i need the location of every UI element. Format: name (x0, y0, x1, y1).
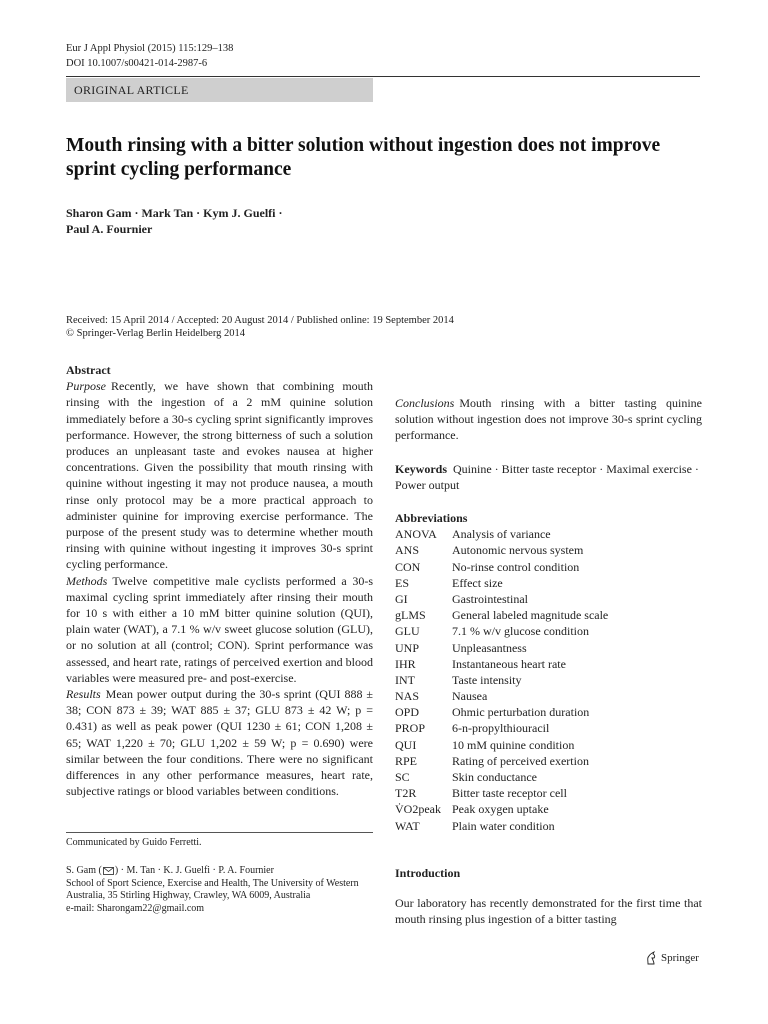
corresponding-authors: S. Gam ( ) · M. Tan · K. J. Guelfi · P. A. Fournier (66, 865, 274, 876)
abbreviation-row (395, 704, 702, 720)
keywords-text: Quinine · Bitter taste receptor · Maximal exercise · Power output (395, 461, 699, 492)
abbreviation-term: ANS (395, 543, 420, 558)
methods-text: Twelve competitive male cyclists performed a 30-s maximal cycling sprint immediately after rinsing their mouth for 10 s with either a 10 mM bitter quinine solution (QUI), plain water (WAT), a 7.1 % w/v sweet glucose solution (GLU), or no solution at all (control; CON). Sprint performance was assessed, and heart rate, ratings of perceived exertion and blood variables were measured pre- and post-exercise. (66, 573, 373, 685)
author-list (66, 205, 466, 237)
abbreviation-definition: Autonomic nervous system (452, 543, 584, 558)
introduction-text: Our laboratory has recently demonstrated for the first time that mouth rinsing plus ingestion of a bitter tasting (395, 896, 702, 927)
abbreviation-definition: Gastrointestinal (452, 591, 528, 606)
right-column (395, 362, 702, 834)
author-email[interactable]: e-mail: Sharongam22@gmail.com (66, 902, 205, 914)
journal-citation: Eur J Appl Physiol (2015) 115:129–138 (66, 43, 234, 54)
abbreviation-row (395, 526, 702, 542)
abstract-purpose (66, 378, 373, 572)
abbreviation-term: ANOVA (395, 527, 437, 542)
abbreviation-row (395, 753, 702, 769)
abbreviation-row (395, 542, 702, 558)
article-title: Mouth rinsing with a bitter solution without ingestion does not improve sprint cycling performance (66, 135, 661, 180)
abbreviation-term: T2R (395, 786, 417, 801)
abstract-methods (66, 573, 373, 686)
abbreviation-definition: Bitter taste receptor cell (452, 786, 567, 801)
abbreviation-term: gLMS (395, 608, 426, 623)
abbreviation-term: CON (395, 559, 421, 574)
abstract-conclusions (395, 395, 702, 444)
journal-doi[interactable]: DOI 10.1007/s00421-014-2987-6 (66, 58, 208, 69)
header-rule (66, 76, 700, 77)
copyright-line: © Springer-Verlag Berlin Heidelberg 2014 (66, 328, 246, 339)
abbreviation-term: OPD (395, 705, 420, 720)
keywords (395, 461, 702, 493)
introduction-heading: Introduction (395, 866, 461, 880)
results-text: Mean power output during the 30-s sprint (QUI 888 ± 38; CON 873 ± 39; WAT 885 ± 37; GLU 873 ± 42 W; p = 0.431) as well as peak power (QUI 1230 ± 61; CON 1,208 ± 65; WAT 1,220 ± 70; GLU 1,202 ± 59 W; p = 0.690) were similar between the four conditions. There were no significant differences in any other performance measures, heart rate, subjective ratings or blood variables between conditions. (66, 687, 373, 799)
abbreviation-definition: Nausea (452, 689, 488, 704)
article-type-banner: ORIGINAL ARTICLE (66, 78, 373, 102)
purpose-text: Recently, we have shown that combining mouth rinsing with the ingestion of a 2 mM quinine solution immediately before a 30-s cycling sprint significantly improves performance. However, the strong bitterness of such a solution produces an unpleasant taste and evokes nausea at higher concentrations. Given the possibility that mouth rinsing with quinine without ingesting it may not produce nausea, a mouth rinse only protocol may be a more practical approach to administer quinine for improving exercise performance. The purpose of the present study was to determine whether mouth rinsing with quinine without ingesting it improves 30-s sprint cycling performance. (66, 379, 373, 572)
abbreviation-definition: Rating of perceived exertion (452, 753, 589, 768)
conclusions-label: Conclusions (395, 396, 455, 410)
abbreviation-row (395, 672, 702, 688)
abbreviation-definition: Skin conductance (452, 770, 537, 785)
abbreviations-list (395, 526, 702, 834)
abbreviation-row (395, 623, 702, 639)
abbreviation-term: QUI (395, 737, 417, 752)
abbreviations-heading: Abbreviations (395, 511, 468, 526)
abbreviation-term: GLU (395, 624, 420, 639)
abstract-column (66, 362, 373, 799)
publisher-name: Springer (661, 952, 699, 964)
abbreviation-term: V̇O2peak (395, 802, 441, 817)
abbreviation-row (395, 688, 702, 704)
abbreviation-term: ES (395, 575, 410, 590)
abbreviation-row (395, 737, 702, 753)
abbreviation-definition: Ohmic perturbation duration (452, 705, 590, 720)
keywords-label: Keywords (395, 461, 447, 476)
springer-horse-icon (645, 951, 657, 965)
abbreviation-term: UNP (395, 640, 420, 655)
abbreviation-row (395, 720, 702, 736)
abbreviation-term: IHR (395, 656, 416, 671)
abbreviation-definition: Effect size (452, 575, 503, 590)
abbreviation-definition: General labeled magnitude scale (452, 608, 609, 623)
abbreviation-definition: No-rinse control condition (452, 559, 580, 574)
methods-label: Methods (66, 573, 108, 588)
abbreviation-definition: Analysis of variance (452, 527, 551, 542)
abbreviation-term: SC (395, 770, 410, 785)
abbreviation-term: INT (395, 672, 415, 687)
communicated-by: Communicated by Guido Ferretti. (66, 837, 202, 848)
abbreviation-term: GI (395, 591, 408, 606)
author-affiliation (66, 865, 373, 915)
footnote-rule (66, 832, 373, 833)
affiliation-address: School of Sport Science, Exercise and Health, The University of Western Australia, 35 Stirling Highway, Crawley, WA 6009, Australia (66, 877, 359, 902)
abbreviation-term: WAT (395, 818, 420, 833)
abstract-heading: Abstract (66, 363, 111, 377)
abbreviation-row (395, 785, 702, 801)
journal-info (66, 41, 233, 71)
abbreviation-row (395, 559, 702, 575)
envelope-icon[interactable] (103, 867, 114, 875)
abbreviation-definition: 6-n-propylthiouracil (452, 721, 550, 736)
abbreviation-term: RPE (395, 753, 418, 768)
abbreviation-row (395, 818, 702, 834)
abbreviation-row (395, 656, 702, 672)
results-label: Results (66, 687, 101, 702)
author-line-2: Paul A. Fournier (66, 222, 153, 236)
author-line-1: Sharon Gam · Mark Tan · Kym J. Guelfi · (66, 206, 283, 220)
abbreviation-definition: 7.1 % w/v glucose condition (452, 624, 589, 639)
abbreviation-row (395, 769, 702, 785)
abbreviation-row (395, 640, 702, 656)
abbreviation-definition: 10 mM quinine condition (452, 737, 575, 752)
abbreviation-definition: Plain water condition (452, 818, 555, 833)
abbreviation-row (395, 607, 702, 623)
abbreviation-definition: Taste intensity (452, 672, 522, 687)
abstract-results (66, 686, 373, 799)
publication-dates (66, 314, 706, 340)
history-dates: Received: 15 April 2014 / Accepted: 20 August 2014 / Published online: 19 September 2014 (66, 315, 454, 326)
publisher-logo (645, 951, 699, 965)
abbreviation-definition: Unpleasantness (452, 640, 527, 655)
abbreviation-row (395, 591, 702, 607)
abbreviation-term: NAS (395, 689, 420, 704)
abbreviation-definition: Instantaneous heart rate (452, 656, 566, 671)
abbreviation-row (395, 575, 702, 591)
conclusions-text: Mouth rinsing with a bitter tasting quinine solution without ingestion does not improve 30-s sprint cycling performance. (395, 396, 702, 443)
abbreviation-row (395, 801, 702, 817)
purpose-label: Purpose (66, 379, 106, 394)
abbreviation-term: PROP (395, 721, 426, 736)
abbreviation-definition: Peak oxygen uptake (452, 802, 549, 817)
